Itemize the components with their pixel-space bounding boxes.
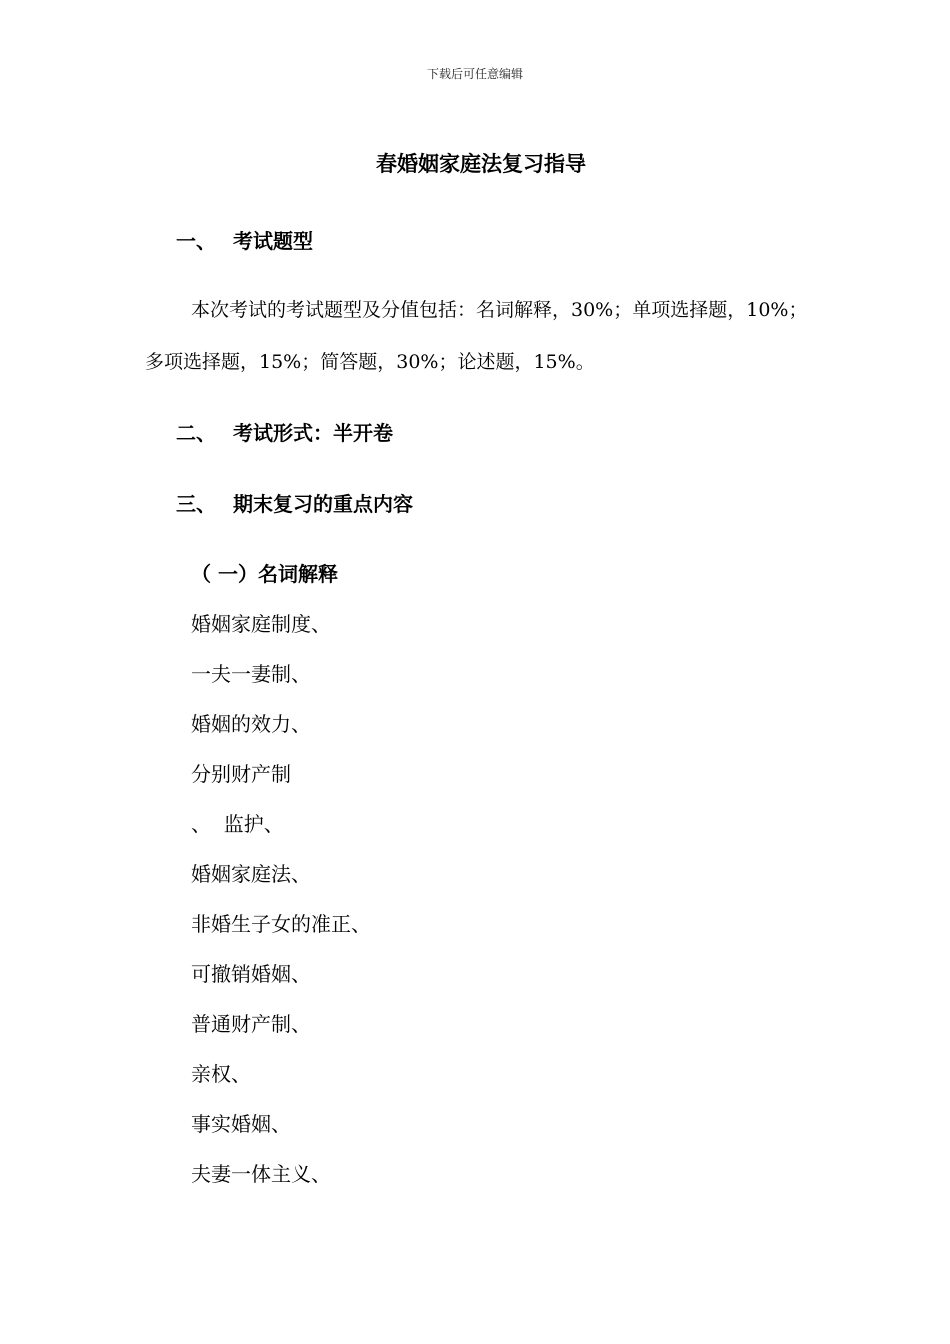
section-heading-exam-format	[176, 419, 393, 447]
list-item: 分别财产制	[191, 762, 291, 786]
section-title: 考试形式：半开卷	[233, 421, 393, 445]
list-item: 可撤销婚姻、	[191, 962, 311, 986]
term-list	[191, 609, 371, 1209]
section-heading-exam-types	[176, 227, 313, 255]
header-note: 下载后可任意编辑	[426, 67, 523, 81]
exam-types-paragraph: 本次考试的考试题型及分值包括：名词解释，30%；单项选择题，10%；多项选择题，15%；简答题，30%；论述题，15%。	[145, 299, 808, 373]
list-item: 普通财产制、	[191, 1012, 311, 1036]
subsection-heading-terms: （ 一）名词解释	[191, 562, 338, 586]
section-title: 考试题型	[233, 229, 313, 253]
list-item: 婚姻家庭法、	[191, 862, 311, 886]
list-item: 非婚生子女的准正、	[191, 912, 371, 936]
section-number: 二、	[176, 421, 216, 445]
list-item: 夫妻一体主义、	[191, 1162, 331, 1186]
section-number: 三、	[176, 492, 216, 516]
list-item: 一夫一妻制、	[191, 662, 311, 686]
list-item: 、 监护、	[191, 812, 284, 836]
section-heading-review-content	[176, 490, 413, 518]
section-number: 一、	[176, 229, 216, 253]
list-item: 亲权、	[191, 1062, 251, 1086]
section-title: 期末复习的重点内容	[233, 492, 413, 516]
document-title: 春婚姻家庭法复习指导	[376, 152, 586, 176]
list-item: 婚姻的效力、	[191, 712, 311, 736]
list-item: 婚姻家庭制度、	[191, 612, 331, 636]
list-item: 事实婚姻、	[191, 1112, 291, 1136]
